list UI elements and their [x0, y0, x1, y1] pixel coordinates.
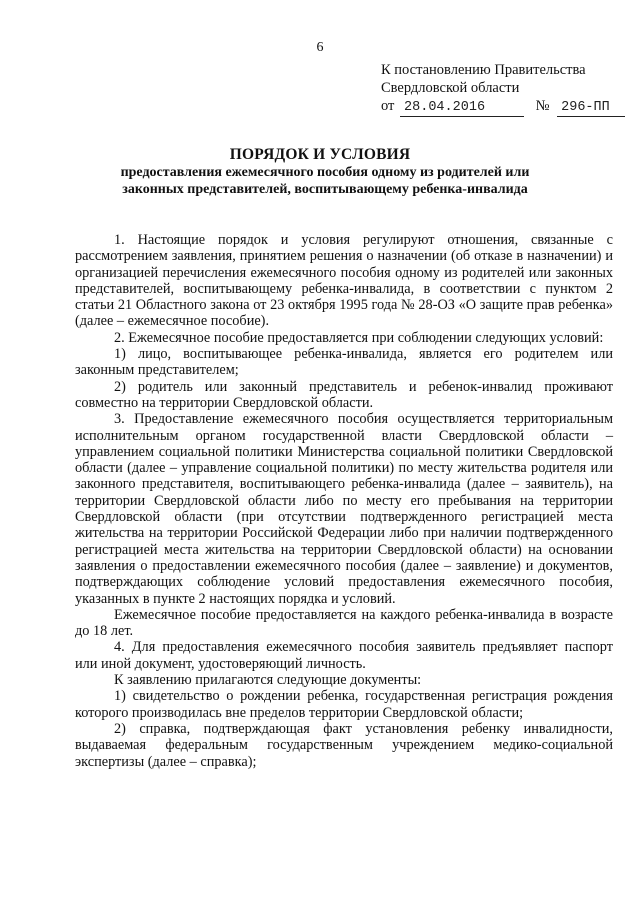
paragraph-3-note: Ежемесячное пособие предоставляется на каждого ребенка-инвалида в возрасте до 18 лет.: [75, 606, 613, 640]
paragraph-4: 4. Для предоставления ежемесячного пособия заявитель предъявляет паспорт или иной документ, удостоверяющий личность.: [75, 639, 613, 672]
document-subtitle: предоставления ежемесячного пособия одному из родителей или законных представителей, воспитывающему ребенка-инвалида: [120, 165, 530, 197]
paragraph-1: 1. Настоящие порядок и условия регулируют отношения, связанные с рассмотрением заявления, принятием решения о назначении (об отказе в назначении) и организацией перечисления ежемесячного пособия одному из родителей или законных представителей, воспитывающему ребенка-инвалида, в соответствии с пунктом 2 статьи 21 Областного закона от 23 октября 1995 года № 28-ОЗ «О защите прав ребенка» (далее – ежемесячное пособие).: [75, 232, 613, 330]
document-body: [75, 232, 613, 770]
resolution-reference: [381, 61, 621, 117]
paragraph-4-item-2: 2) справка, подтверждающая факт установления ребенку инвалидности, выдаваемая федеральным государственным учреждением медико-социальной экспертизы (далее – справка);: [75, 720, 613, 770]
paragraph-4-item-1: 1) свидетельство о рождении ребенка, государственная регистрация рождения которого производилась вне пределов территории Свердловской области;: [75, 688, 613, 721]
page-number: 6: [316, 40, 324, 55]
resolution-ref-line-2: Свердловской области: [381, 80, 520, 96]
number-label: №: [535, 98, 550, 114]
resolution-number: 296-ПП: [557, 101, 625, 117]
paragraph-4-attachments: К заявлению прилагаются следующие документы:: [114, 672, 422, 689]
paragraph-2-item-1: 1) лицо, воспитывающее ребенка-инвалида, является его родителем или законным представителем;: [75, 346, 613, 379]
from-label: от: [381, 98, 395, 114]
document-title: ПОРЯДОК И УСЛОВИЯ: [229, 146, 411, 163]
paragraph-2: 2. Ежемесячное пособие предоставляется при соблюдении следующих условий:: [114, 329, 604, 346]
resolution-date-line: [381, 97, 621, 117]
paragraph-3: 3. Предоставление ежемесячного пособия осуществляется территориальным исполнительным органом государственной власти Свердловской области – управлением социальной политики Министерства социальной политики Свердловской области (далее – управление социальной политики) по месту жительства родителя или законного представителя, воспитывающего ребенка-инвалида (далее – заявитель), на территории Свердловской области либо по месту его пребывания на территории Свердловской области (при отсутствии подтвержденного регистрацией места жительства на территории Российской Федерации либо при наличии подтвержденного регистрацией места жительства на территории Свердловской области) на основании заявления о предоставлении ежемесячного пособия (далее – заявление) и документов, подтверждающих соблюдение условий предоставления ежемесячного пособия, указанных в пункте 2 настоящих порядка и условий.: [75, 411, 613, 607]
paragraph-2-item-2: 2) родитель или законный представитель и ребенок-инвалид проживают совместно на территории Свердловской области.: [75, 378, 613, 411]
resolution-ref-line-1: К постановлению Правительства: [381, 62, 586, 78]
resolution-date: 28.04.2016: [400, 101, 524, 117]
